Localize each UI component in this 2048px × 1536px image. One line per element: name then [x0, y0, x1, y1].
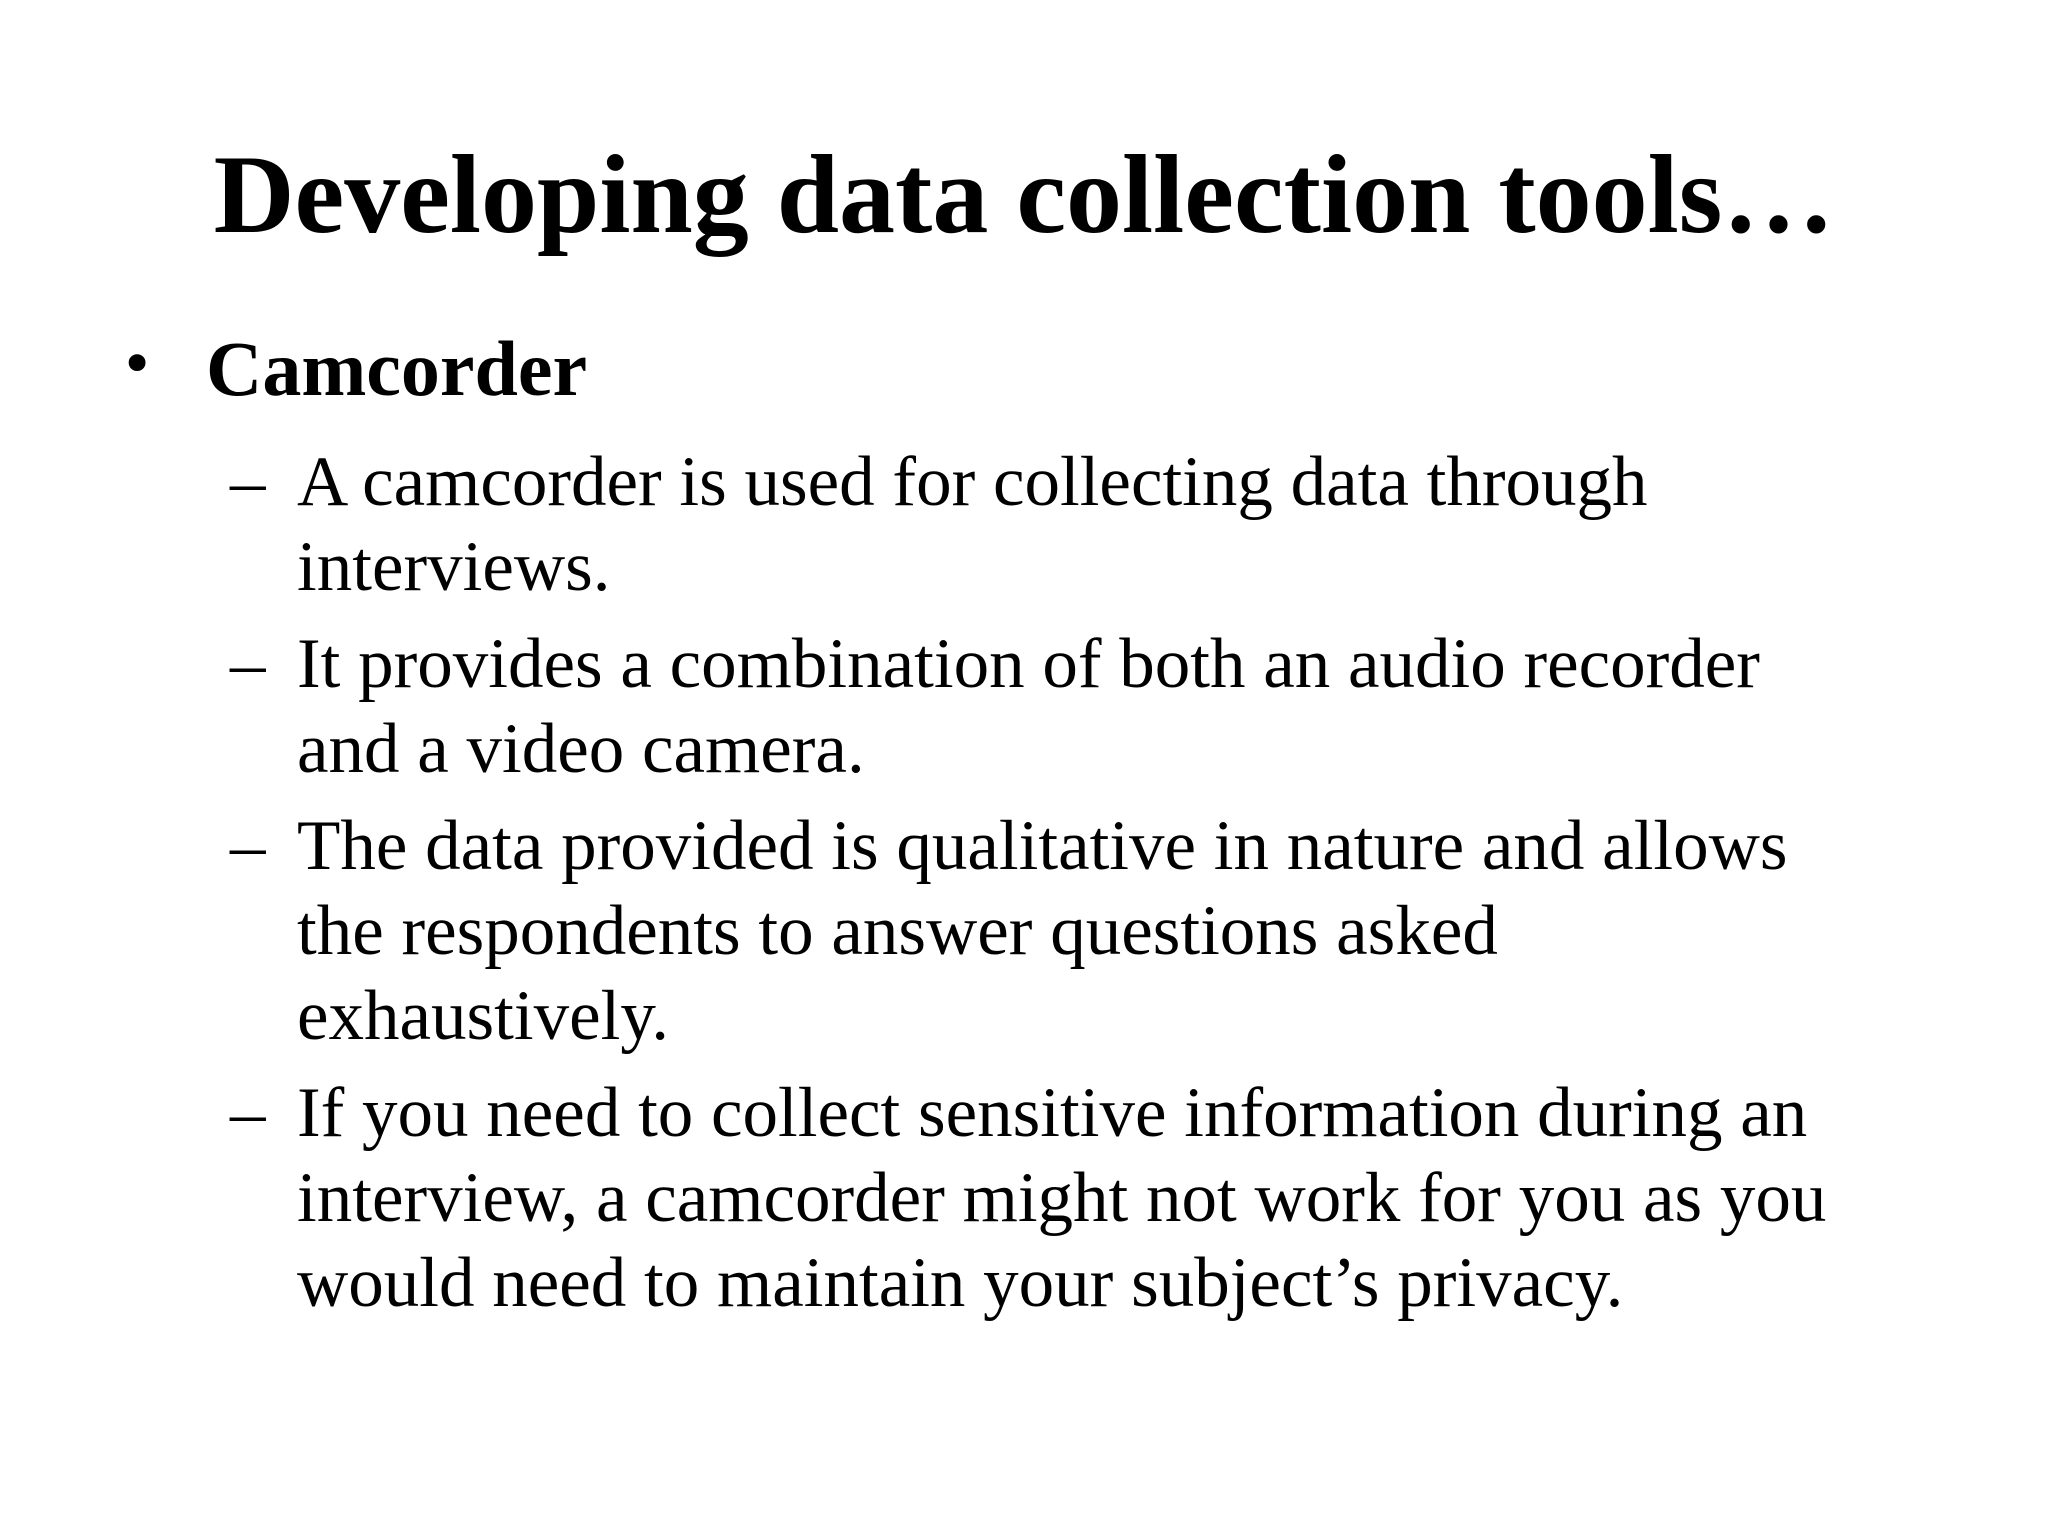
- dash-marker: –: [230, 625, 266, 703]
- sub-bullet-text: It provides a combination of both an audio recorder and a video camera.: [297, 625, 1760, 788]
- bullet-label: Camcorder: [206, 325, 588, 412]
- sub-bullet-text: A camcorder is used for collecting data through interviews.: [297, 443, 1648, 606]
- bullet-marker: •: [120, 330, 155, 398]
- sub-bullet-item: [0, 1071, 1997, 1326]
- sub-bullet-text: If you need to collect sensitive information during an interview, a camcorder might not work for you as you would need to maintain your subject’s privacy.: [297, 1074, 1827, 1322]
- sub-bullet-text: The data provided is qualitative in nature and allows the respondents to answer questions asked exhaustively.: [297, 807, 1788, 1055]
- sub-bullet-item: [0, 804, 1997, 1059]
- dash-marker: –: [230, 807, 266, 885]
- sub-bullet-list: [0, 440, 2048, 1338]
- slide-title: Developing data collection tools…: [213, 133, 1835, 257]
- dash-marker: –: [230, 1074, 266, 1152]
- bullet-camcorder: [0, 325, 2048, 420]
- sub-bullet-item: [0, 622, 1997, 792]
- sub-bullet-item: [0, 440, 1997, 610]
- dash-marker: –: [230, 443, 266, 521]
